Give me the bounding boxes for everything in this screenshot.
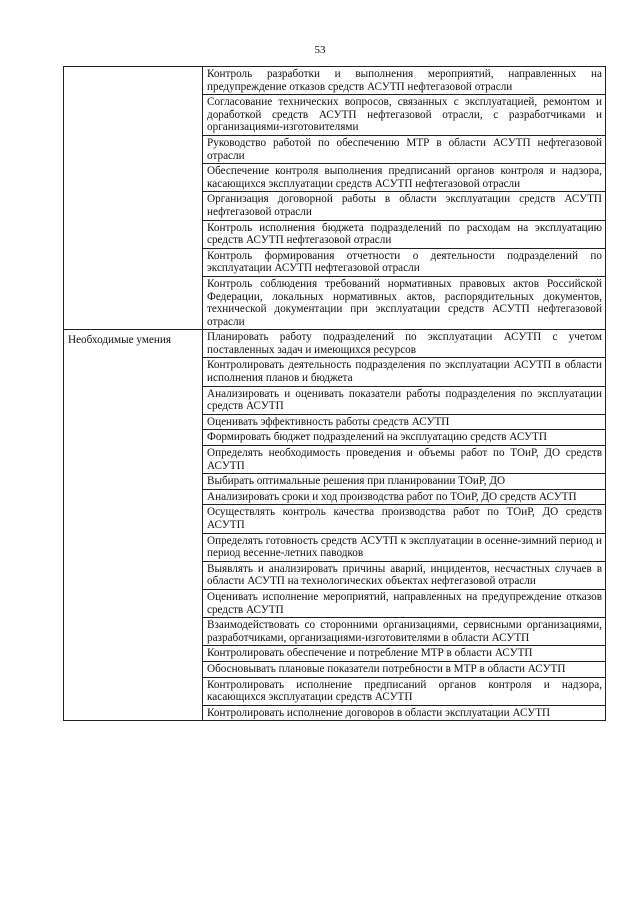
labor-action-item: Контроль соблюдения требований нормативных правовых актов Российской Федерации, локальных нормативных актов, распорядительных документов, технической документации при эксплуатации средств АСУТП нефтегазовой отрасли [203,276,606,329]
skill-item: Анализировать сроки и ход производства работ по ТОиР, ДО средств АСУТП [203,489,606,505]
skill-item: Определять готовность средств АСУТП к эксплуатации в осенне-зимний период и период весенне-летних паводков [203,533,606,561]
skill-item: Оценивать исполнение мероприятий, направленных на предупреждение отказов средств АСУТП [203,589,606,617]
continued-section-label-cell [64,67,203,330]
page-number: 53 [314,44,326,56]
skill-item: Анализировать и оценивать показатели работы подразделения по эксплуатации средств АСУТП [203,386,606,414]
labor-action-item: Согласование технических вопросов, связанных с эксплуатацией, ремонтом и доработкой средств АСУТП нефтегазовой отрасли, с разработчиками и организациями-изготовителями [203,95,606,136]
skill-item: Планировать работу подразделений по эксплуатации АСУТП с учетом поставленных задач и имеющихся ресурсов [203,330,606,358]
skill-item: Выбирать оптимальные решения при планировании ТОиР, ДО [203,474,606,490]
labor-action-item: Обеспечение контроля выполнения предписаний органов контроля и надзора, касающихся эксплуатации средств АСУТП нефтегазовой отрасли [203,164,606,192]
labor-action-item: Контроль исполнения бюджета подразделений по расходам на эксплуатацию средств АСУТП нефтегазовой отрасли [203,220,606,248]
table-row [64,67,606,95]
skill-item: Выявлять и анализировать причины аварий, инцидентов, несчастных случаев в области АСУТП на технологических объектах нефтегазовой отрасли [203,561,606,589]
table-body [64,67,606,721]
skills-label: Необходимые умения [68,334,171,347]
skill-item: Оценивать эффективность работы средств АСУТП [203,414,606,430]
labor-action-item: Контроль разработки и выполнения мероприятий, направленных на предупреждение отказов средств АСУТП нефтегазовой отрасли [203,67,606,95]
skill-item: Взаимодействовать со сторонними организациями, сервисными организациями, разработчиками, организациями-изготовителями в области АСУТП [203,618,606,646]
labor-action-item: Контроль формирования отчетности о деятельности подразделений по эксплуатации АСУТП нефтегазовой отрасли [203,248,606,276]
skill-item: Определять необходимость проведения и объемы работ по ТОиР, ДО средств АСУТП [203,446,606,474]
labor-action-item: Руководство работой по обеспечению МТР в области АСУТП нефтегазовой отрасли [203,135,606,163]
labor-action-item: Организация договорной работы в области эксплуатации средств АСУТП нефтегазовой отрасли [203,192,606,220]
skills-label-cell [64,330,203,721]
skill-item: Обосновывать плановые показатели потребности в МТР в области АСУТП [203,661,606,677]
skill-item: Контролировать обеспечение и потребление МТР в области АСУТП [203,646,606,662]
skill-item: Осуществлять контроль качества производства работ по ТОиР, ДО средств АСУТП [203,505,606,533]
skill-item: Контролировать деятельность подразделения по эксплуатации АСУТП в области исполнения планов и бюджета [203,358,606,386]
table-row [64,330,606,358]
skill-item: Контролировать исполнение договоров в области эксплуатации АСУТП [203,705,606,721]
skill-item: Контролировать исполнение предписаний органов контроля и надзора, касающихся эксплуатации средств АСУТП [203,677,606,705]
competency-table [63,66,606,721]
skill-item: Формировать бюджет подразделений на эксплуатацию средств АСУТП [203,430,606,446]
